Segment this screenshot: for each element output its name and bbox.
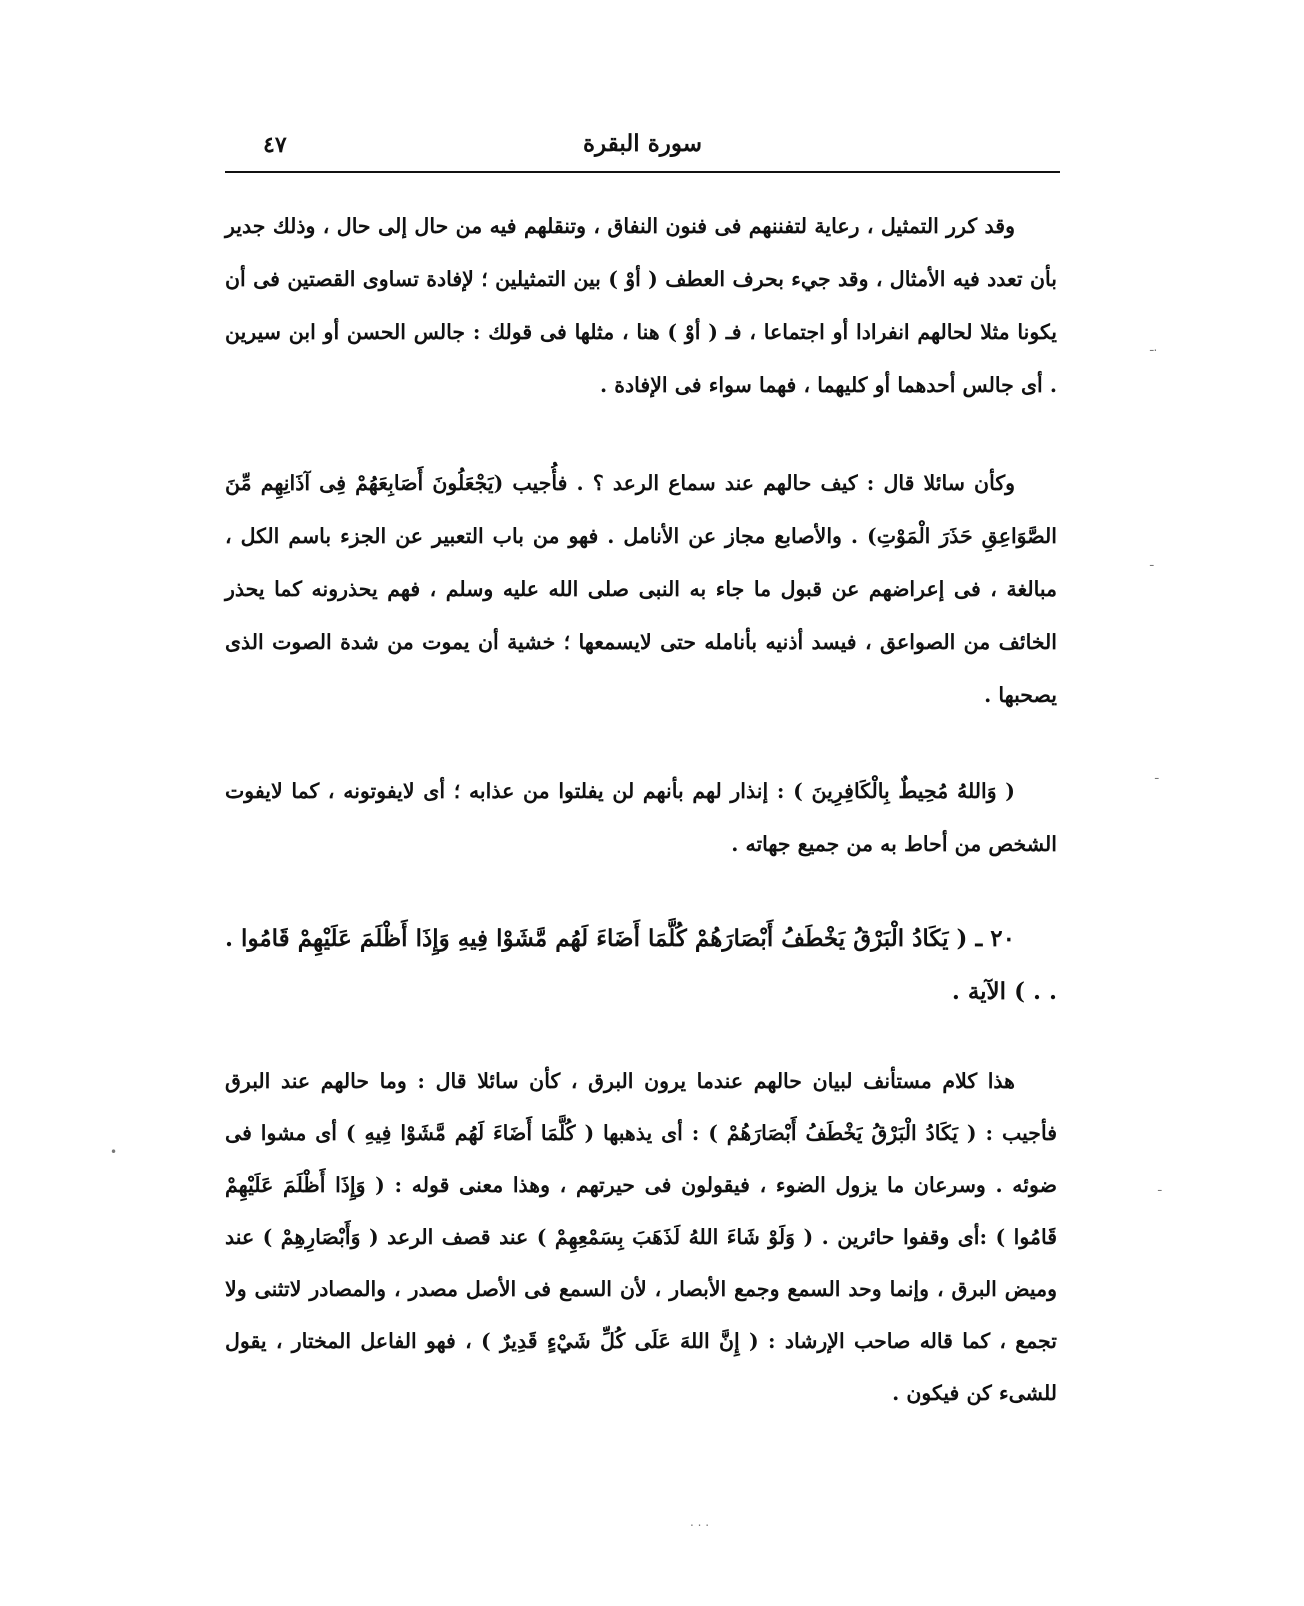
paragraph-text: هذا كلام مستأنف لبيان حالهم عندما يرون البرق ، كأن سائلا قال : وما حالهم عند البرق فأجيب : ( يَكَادُ الْبَرْقُ يَخْطَفُ أَبْصَارَهُمْ ) : أى يذهبها ( كُلَّمَا أَضَاءَ لَهُم مَّشَوْا فِيهِ ) أى مشوا فى ضوئه . وسرعان ما يزول الضوء ، فيقولون فى حيرتهم ، وهذا معنى قوله : ( وَإِذَا أَظْلَمَ عَلَيْهِمْ قَامُوا ) :أى وقفوا حائرين . ( وَلَوْ شَاءَ اللهُ لَذَهَبَ بِسَمْعِهِمْ ) عند قصف الرعد ( وَأَبْصَارِهِمْ ) عند وميض البرق ، وإنما وحد السمع وجمع الأبصار ، لأن السمع فى الأصل مصدر ، والمصادر لاتثنى ولا تجمع ، كما قاله صاحب الإرشاد : ( إِنَّ اللهَ عَلَى كُلِّ شَيْءٍ قَدِيرٌ ) ، فهو الفاعل المختار ، يقول للشىء كن فيكون . — [225, 1069, 1057, 1405]
paragraph-lightning-explanation — [225, 1055, 1057, 1419]
margin-speck: ـ — [1155, 768, 1159, 782]
margin-speck: . . . — [690, 1515, 710, 1529]
page-header — [225, 128, 1060, 172]
paragraph-text: وقد كرر التمثيل ، رعاية لتفننهم فى فنون النفاق ، وتنقلهم فيه من حال إلى حال ، وذلك جدير بأن تعدد فيه الأمثال ، وقد جيء بحرف العطف ( أوْ ) بين التمثيلين ؛ لإفادة تساوى القصتين فى أن يكونا مثلا لحالهم انفرادا أو اجتماعا ، فـ ( أوْ ) هنا ، مثلها فى قولك : جالس الحسن أو ابن سيرين . أى جالس أحدهما أو كليهما ، فهما سواء فى الإفادة . — [225, 214, 1057, 397]
paragraph-repeated-parable — [225, 200, 1057, 412]
page-number: ٤٧ — [263, 132, 287, 158]
header-rule — [225, 171, 1060, 173]
paragraph-allah-encompasses — [225, 765, 1057, 871]
margin-speck: ـ — [1150, 555, 1154, 569]
verse-text: ٢٠ ـ ( يَكَادُ الْبَرْقُ يَخْطَفُ أَبْصَارَهُمْ كُلَّمَا أَضَاءَ لَهُم مَّشَوْا فِيهِ وَإِذَا أَظْلَمَ عَلَيْهِمْ قَامُوا . . . ) الآية . — [225, 925, 1057, 1005]
paragraph-fingers-in-ears — [225, 457, 1057, 722]
paragraph-text: ( وَاللهُ مُحِيطٌ بِالْكَافِرِينَ ) : إنذار لهم بأنهم لن يفلتوا من عذابه ؛ أى لايفوتونه ، كما لايفوت الشخص من أحاط به من جميع جهاته . — [225, 779, 1057, 856]
paragraph-text: وكأن سائلا قال : كيف حالهم عند سماع الرعد ؟ . فأُجيب (يَجْعَلُونَ أَصَابِعَهُمْ فِى آذَانِهِم مِّنَ الصَّوَاعِقِ حَذَرَ الْمَوْتِ) . والأصابع مجاز عن الأنامل . فهو من باب التعبير عن الجزء باسم الكل ، مبالغة ، فى إعراضهم عن قبول ما جاء به النبى صلى الله عليه وسلم ، فهم يحذرونه كما يحذر الخائف من الصواعق ، فيسد أذنيه بأنامله حتى لايسمعها ؛ خشية أن يموت من شدة الصوت الذى يصحبها . — [225, 471, 1057, 707]
surah-title: سورة البقرة — [582, 130, 703, 157]
margin-speck: • — [110, 1145, 118, 1159]
margin-speck: ـ. — [1150, 340, 1158, 354]
margin-speck: ـ — [1158, 1180, 1162, 1194]
verse-20-heading — [225, 912, 1057, 1018]
